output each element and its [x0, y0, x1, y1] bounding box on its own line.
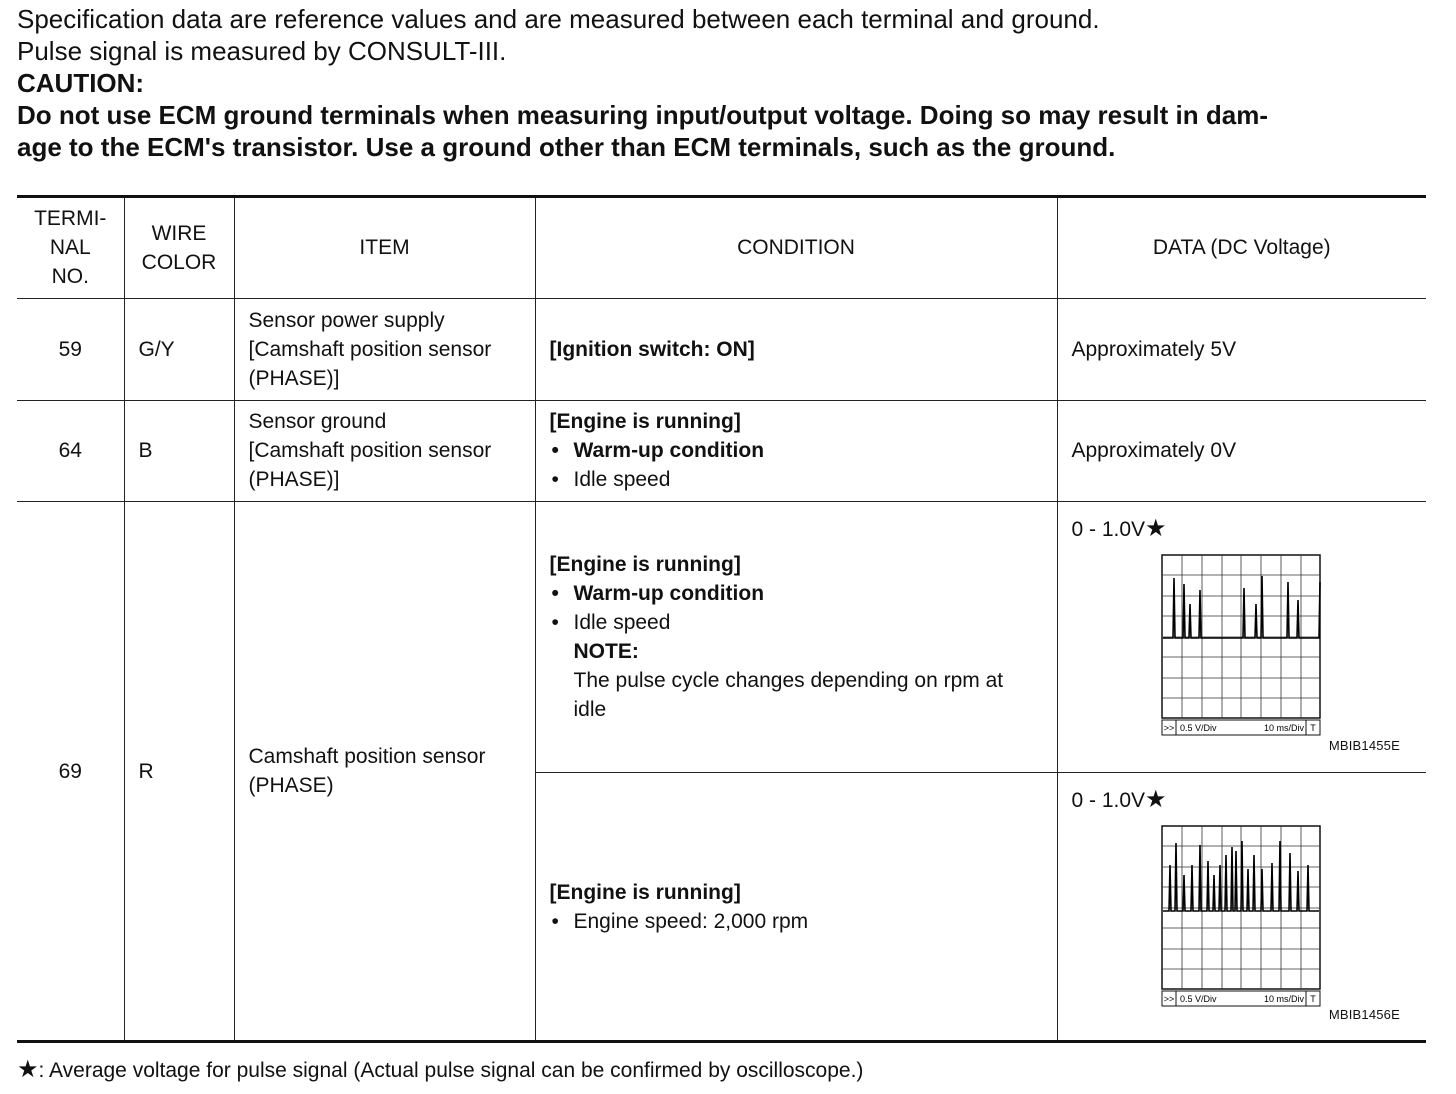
condition-title: [Ignition switch: ON] [549, 337, 755, 361]
scope-time-div: 10 ms/Div [1263, 993, 1304, 1004]
data-value [1057, 501, 1426, 772]
caution-text-line-2: age to the ECM's transistor. Use a ground other than ECM terminals, such as the ground. [17, 132, 1116, 162]
table-row [17, 400, 1426, 501]
star-icon: ★ [1145, 785, 1167, 813]
footnote-text: : Average voltage for pulse signal (Actual pulse signal can be confirmed by oscilloscope.) [38, 1059, 864, 1082]
scope-volts-div: 0.5 V/Div [1179, 722, 1217, 733]
note-text: The pulse cycle changes depending on rpm at [573, 668, 1004, 692]
figure-id: MBIB1456E [1328, 1007, 1400, 1022]
star-icon: ★ [1145, 514, 1167, 542]
condition [535, 501, 1057, 772]
note-label: NOTE: [573, 639, 639, 663]
list-item: • Idle speed [550, 608, 1043, 637]
scope-trigger-label: T [1309, 993, 1316, 1004]
terminal-no: 64 [17, 400, 124, 501]
condition [535, 400, 1057, 501]
header-item: ITEM [234, 198, 535, 298]
wire-color: R [124, 501, 234, 1041]
condition [535, 298, 1057, 400]
header-condition: CONDITION [535, 198, 1057, 298]
footnote [17, 1056, 863, 1085]
oscilloscope-waveform [1161, 825, 1323, 1008]
intro-text [17, 3, 1427, 163]
header-wire-color: WIRE COLOR [124, 198, 234, 298]
note [550, 637, 1043, 724]
list-item: • Idle speed [550, 465, 1043, 494]
oscilloscope-waveform [1161, 554, 1323, 737]
caution-text-line-1: Do not use ECM ground terminals when measuring input/output voltage. Doing so may result in dam- [17, 100, 1268, 130]
terminal-no: 59 [17, 298, 124, 400]
note-text: idle [573, 697, 607, 721]
waveform-idle-graph [1161, 554, 1323, 737]
item-description: Camshaft position sensor (PHASE) [234, 501, 535, 1041]
condition-title: [Engine is running] [549, 410, 741, 433]
condition-title: [Engine is running] [549, 552, 741, 576]
header-terminal-no: TERMI- NAL NO. [17, 198, 124, 298]
condition [535, 772, 1057, 1041]
wire-color: G/Y [124, 298, 234, 400]
table-row [17, 298, 1426, 400]
condition-list [550, 579, 1043, 637]
pulse-note: Pulse signal is measured by CONSULT-III. [17, 36, 507, 66]
table-bottom-rule [17, 1040, 1426, 1043]
item-description: Sensor power supply [Camshaft position sensor (PHASE)] [234, 298, 535, 400]
scope-volts-div: 0.5 V/Div [1179, 993, 1217, 1004]
data-value [1057, 772, 1426, 1041]
table-row [17, 501, 1426, 772]
star-icon: ★ [17, 1056, 39, 1083]
list-item: • Warm-up condition [550, 579, 1043, 608]
figure-id: MBIB1455E [1328, 737, 1400, 753]
list-item: • Warm-up condition [550, 436, 1043, 465]
scope-mode-label: >> [1163, 993, 1174, 1004]
caution-label: CAUTION: [17, 68, 145, 98]
table-header-row [17, 198, 1426, 298]
data-voltage: 0 - 1.0V★ [1071, 785, 1167, 813]
list-item: • Engine speed: 2,000 rpm [550, 907, 1043, 936]
item-description: Sensor ground [Camshaft position sensor (PHASE)] [234, 400, 535, 501]
condition-list [550, 907, 1043, 936]
data-voltage: 0 - 1.0V★ [1071, 514, 1167, 542]
wire-color: B [124, 400, 234, 501]
spec-note: Specification data are reference values and are measured between each terminal and ground. [17, 4, 1100, 34]
ecm-terminal-table [17, 198, 1426, 1042]
header-data: DATA (DC Voltage) [1057, 198, 1426, 298]
data-value: Approximately 5V [1057, 298, 1426, 400]
data-value: Approximately 0V [1057, 400, 1426, 501]
terminal-no: 69 [17, 501, 124, 1041]
scope-mode-label: >> [1163, 722, 1174, 733]
condition-list [550, 436, 1043, 494]
scope-time-div: 10 ms/Div [1263, 722, 1304, 733]
waveform-2000rpm-graph [1161, 825, 1323, 1008]
scope-trigger-label: T [1309, 722, 1316, 733]
condition-title: [Engine is running] [549, 880, 741, 904]
